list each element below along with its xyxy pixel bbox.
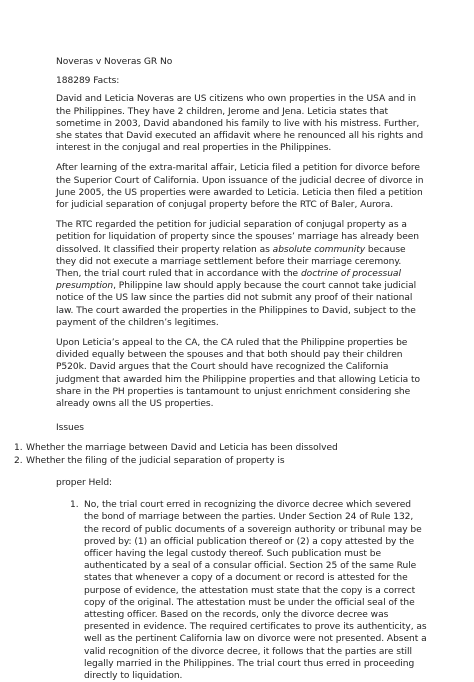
issue-text: Whether the filing of the judicial separation of property is: [26, 455, 285, 466]
rtc-text-part-2: because they did not execute a marriage settlement before their marriage ceremony. Then, the trial court ruled that in accordance with the: [56, 244, 406, 280]
answer-number: 1.: [70, 500, 79, 511]
facts-paragraph-2: After learning of the extra-marital affair, Leticia filed a petition for divorce before the Superior Court of California. Upon issuance of the judicial decree of divorce in June 2005, the US properties were awarded to Leticia. Leticia then filed a petition for judicial separation of conjugal property before the RTC of Baler, Aurora.: [56, 163, 424, 211]
issues-heading: Issues: [56, 423, 84, 434]
rtc-ruling-paragraph: [56, 219, 428, 329]
document-body: [14, 56, 428, 682]
issues-list: [14, 442, 428, 466]
gr-number-facts-heading: 188289 Facts:: [56, 76, 120, 87]
rtc-emphasis-absolute-community: absolute community: [272, 244, 366, 255]
ca-ruling-paragraph: Upon Leticia’s appeal to the CA, the CA ruled that the Philippine properties be divided equally between the spouses and that both should pay their children P520k. David argues that the Court should have recognized the California judgment that awarded him the Philippine properties and that allowing Leticia to share in the PH properties is tantamount to unjust enrichment considering she already owns all the US properties.: [56, 338, 421, 410]
issue-item-2: [14, 455, 428, 467]
rtc-text-part-3: , Philippine law should apply because the court cannot take judicial notice of the US law since the parties did not submit any proof of their national law. The court awarded the properties in the Philippines to David, subject to the payment of the children’s legitimes.: [56, 281, 417, 328]
issue-number: 1.: [14, 443, 23, 454]
case-title: Noveras v Noveras GR No: [56, 57, 173, 67]
issue-item-1: [14, 442, 428, 454]
answer-text: No, the trial court erred in recognizing the divorce decree which severed the bond of marriage between the parties. Under Section 24 of Rule 132, the record of public documents of a sovereign authority or tribunal may be proved by: (1) an official publication thereof or (2) a copy attested by the officer having the legal custody thereof. Such publication must be authenticated by a seal of a consular official. Section 25 of the same Rule states that whenever a copy of a document or record is attested for the purpose of evidence, the attestation must state that the copy is a correct copy of the original. The attestation must be under the official seal of the attesting officer. Based on the records, only the divorce decree was presented in evidence. The required certificates to prove its authenticity, as well as the pertinent California law on divorce were not presented. Absent a valid recognition of the divorce decree, it follows that the parties are still legally married in the Philippines. The trial court thus erred in proceeding directly to liquidation.: [84, 500, 427, 681]
issue-text: Whether the marriage between David and Leticia has been dissolved: [26, 443, 338, 454]
rtc-emphasis-processual-presumption: doctrine of processual presumption: [56, 269, 401, 292]
held-answer-1: [70, 499, 428, 682]
held-heading: proper Held:: [56, 477, 113, 488]
rtc-text-part-1: The RTC regarded the petition for judicial separation of conjugal property as a petition for liquidation of property since the spouses’ marriage has already been dissolved. It classified their property relation as: [56, 220, 420, 255]
issue-number: 2.: [14, 455, 23, 466]
facts-paragraph-1: David and Leticia Noveras are US citizens who own properties in the USA and in the Philippines. They have 2 children, Jerome and Jena. Leticia states that sometime in 2003, David abandoned his family to live with his mistress. Further, she states that David executed an affidavit where he renounced all his rights and interest in the conjugal and real properties in the Philippines.: [56, 94, 424, 154]
